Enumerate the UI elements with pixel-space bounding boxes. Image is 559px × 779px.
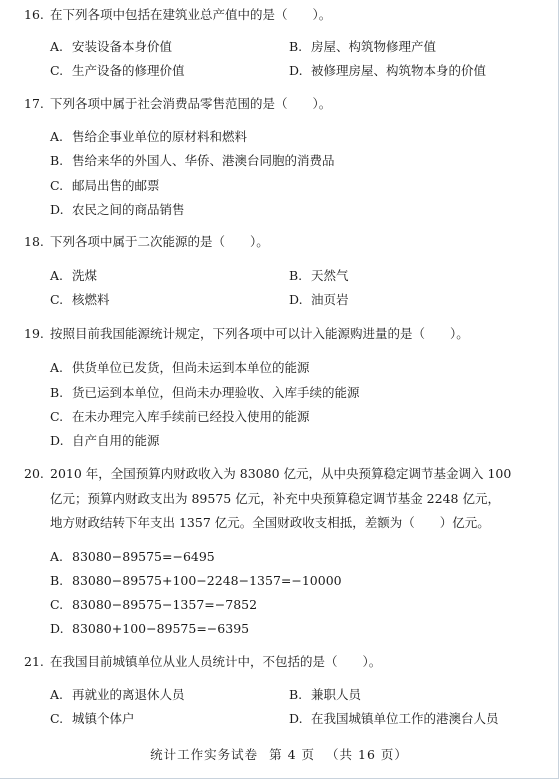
option-text: 83080−89575−1357=−7852 <box>72 597 258 612</box>
option-text: 农民之间的商品销售 <box>72 202 185 217</box>
option-16c <box>50 63 185 79</box>
option-letter: C. <box>50 597 64 612</box>
option-letter: C. <box>50 711 64 726</box>
option-letter: D. <box>289 292 303 307</box>
option-text: 安装设备本身价值 <box>72 39 173 54</box>
question-number: 21. <box>24 654 44 669</box>
footer-title: 统计工作实务试卷 <box>150 747 259 762</box>
option-letter: A. <box>50 687 64 702</box>
option-text: 83080−89575=−6495 <box>72 549 215 564</box>
footer-page-number: 第 4 页 <box>269 747 316 762</box>
option-letter: C. <box>50 292 64 307</box>
option-20b <box>50 573 342 589</box>
question-number: 16. <box>24 7 44 22</box>
question-stem <box>24 234 536 250</box>
option-16a <box>50 39 172 55</box>
option-17a <box>50 129 247 145</box>
option-letter: D. <box>289 711 303 726</box>
option-letter: D. <box>289 63 303 78</box>
option-16d <box>289 63 486 79</box>
option-text: 邮局出售的邮票 <box>72 178 160 193</box>
footer-total-pages: （共 16 页） <box>326 747 408 762</box>
option-17b <box>50 153 335 169</box>
option-letter: B. <box>289 687 303 702</box>
question-text: 下列各项中属于二次能源的是（ ）。 <box>50 234 269 249</box>
option-20a <box>50 549 215 565</box>
question-17 <box>24 96 536 112</box>
option-letter: A. <box>50 360 64 375</box>
option-text: 城镇个体户 <box>72 711 135 726</box>
question-number: 20. <box>24 466 44 481</box>
option-19d <box>50 433 160 449</box>
option-letter: C. <box>50 178 64 193</box>
option-text: 83080+100−89575=−6395 <box>72 621 250 636</box>
question-21 <box>24 654 536 670</box>
page-footer <box>0 745 558 763</box>
option-letter: B. <box>50 573 64 588</box>
question-text-line-1: 2010 年，全国预算内财政收入为 83080 亿元，从中央预算稳定调节基金调入 100 <box>50 466 512 481</box>
option-20d <box>50 621 249 637</box>
question-text-line-3: 地方财政结转下年支出 1357 亿元。全国财政收支相抵，差额为（ ）亿元。 <box>50 515 490 530</box>
question-number: 19. <box>24 326 44 341</box>
question-text: 在下列各项中包括在建筑业总产值中的是（ ）。 <box>50 7 332 22</box>
option-21a <box>50 687 185 703</box>
option-letter: A. <box>50 129 64 144</box>
option-letter: D. <box>50 433 64 448</box>
option-text: 83080−89575+100−2248−1357=−10000 <box>72 573 342 588</box>
question-20 <box>24 466 511 482</box>
option-text: 在我国城镇单位工作的港澳台人员 <box>311 711 499 726</box>
option-20c <box>50 597 257 613</box>
option-18d <box>289 292 349 308</box>
question-stem <box>24 654 536 670</box>
option-18a <box>50 268 97 284</box>
question-stem <box>24 96 536 112</box>
question-19 <box>24 326 536 342</box>
option-21b <box>289 687 361 703</box>
option-text: 售给来华的外国人、华侨、港澳台同胞的消费品 <box>72 153 335 168</box>
option-letter: A. <box>50 549 64 564</box>
option-17c <box>50 178 160 194</box>
option-19a <box>50 360 310 376</box>
option-19c <box>50 409 310 425</box>
option-text: 生产设备的修理价值 <box>72 63 185 78</box>
option-text: 核燃料 <box>72 292 110 307</box>
option-letter: C. <box>50 409 64 424</box>
option-letter: B. <box>50 385 64 400</box>
question-number: 18. <box>24 234 44 249</box>
question-stem <box>24 326 536 342</box>
question-text: 在我国目前城镇单位从业人员统计中，不包括的是（ ）。 <box>50 654 382 669</box>
option-text: 房屋、构筑物修理产值 <box>311 39 437 54</box>
option-19b <box>50 385 360 401</box>
option-21c <box>50 711 135 727</box>
option-letter: B. <box>289 39 303 54</box>
option-text: 天然气 <box>311 268 349 283</box>
question-text-line-2: 亿元；预算内财政支出为 89575 亿元，补充中央预算稳定调节基金 2248 亿元， <box>50 491 500 506</box>
option-text: 售给企事业单位的原材料和燃料 <box>72 129 248 144</box>
option-text: 在未办理完入库手续前已经投入使用的能源 <box>72 409 310 424</box>
option-text: 油页岩 <box>311 292 349 307</box>
option-letter: C. <box>50 63 64 78</box>
question-16 <box>24 7 536 23</box>
option-letter: B. <box>289 268 303 283</box>
question-text: 按照目前我国能源统计规定，下列各项中可以计入能源购进量的是（ ）。 <box>50 326 469 341</box>
option-letter: A. <box>50 39 64 54</box>
option-text: 自产自用的能源 <box>72 433 160 448</box>
option-letter: D. <box>50 621 64 636</box>
option-text: 被修理房屋、构筑物本身的价值 <box>311 63 487 78</box>
option-18b <box>289 268 349 284</box>
question-18 <box>24 234 536 250</box>
option-21d <box>289 711 499 727</box>
option-17d <box>50 202 185 218</box>
option-text: 洗煤 <box>72 268 98 283</box>
option-18c <box>50 292 110 308</box>
option-16b <box>289 39 436 55</box>
option-letter: A. <box>50 268 64 283</box>
option-text: 供货单位已发货，但尚未运到本单位的能源 <box>72 360 310 375</box>
question-number: 17. <box>24 96 44 111</box>
option-text: 再就业的离退休人员 <box>72 687 185 702</box>
question-text: 下列各项中属于社会消费品零售范围的是（ ）。 <box>50 96 332 111</box>
question-stem <box>24 7 536 23</box>
option-text: 兼职人员 <box>311 687 362 702</box>
option-letter: B. <box>50 153 64 168</box>
option-text: 货已运到本单位，但尚未办理验收、入库手续的能源 <box>72 385 360 400</box>
option-letter: D. <box>50 202 64 217</box>
